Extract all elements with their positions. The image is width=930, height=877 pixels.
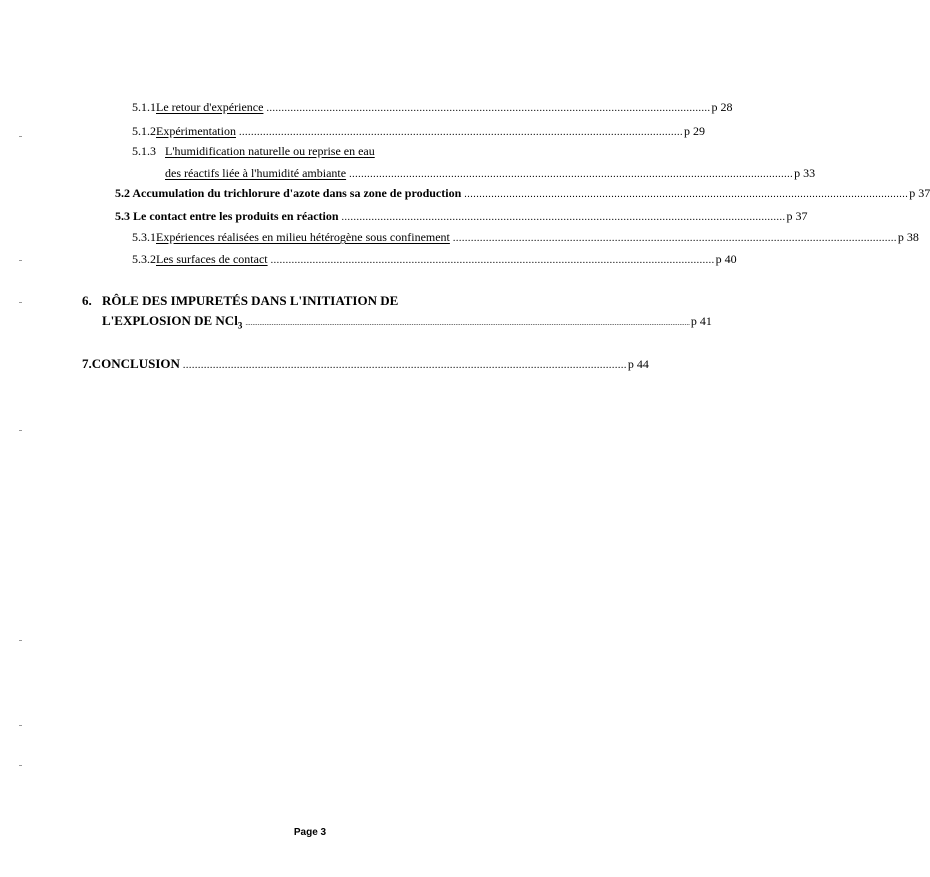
toc-label[interactable]: des réactifs liée à l'humidité ambiante <box>165 166 347 180</box>
margin-mark <box>19 725 22 726</box>
toc-page: p 40 <box>715 252 737 266</box>
toc-page: p 33 <box>794 166 816 180</box>
toc-leader: .................................................................................................................................................... <box>238 127 683 138</box>
toc-entry-continuation[interactable] <box>165 166 816 182</box>
toc-entry[interactable] <box>102 313 712 333</box>
toc-entry[interactable] <box>132 124 705 140</box>
toc-entry[interactable] <box>132 252 737 268</box>
toc-label[interactable]: Le retour d'expérience <box>156 100 264 114</box>
toc-entry[interactable] <box>132 100 733 116</box>
margin-mark <box>19 430 22 431</box>
section-title: CONCLUSION <box>91 356 180 371</box>
toc-entry[interactable] <box>115 209 808 225</box>
toc-page: p 37 <box>786 209 808 223</box>
toc-page: p 41 <box>690 314 712 328</box>
toc-leader: .................................................................................................................................................... <box>270 255 715 266</box>
section-6-heading[interactable] <box>82 293 398 308</box>
toc-label[interactable]: 5.3 Le contact entre les produits en réaction <box>115 209 339 223</box>
section-number: 6. <box>82 293 92 308</box>
toc-page: p 38 <box>897 230 919 244</box>
toc-entry[interactable] <box>132 144 518 158</box>
toc-label[interactable]: Les surfaces de contact <box>156 252 268 266</box>
toc-number: 5.3.1 <box>132 230 156 244</box>
toc-leader: .................................................................................................................................................... <box>266 103 711 114</box>
toc-leader: .................................................................................................................................................... <box>349 169 794 180</box>
margin-mark <box>19 640 22 641</box>
section-title-line1: RÔLE DES IMPURETÉS DANS L'INITIATION DE <box>102 293 399 308</box>
toc-leader: .................................................................................................................................................... <box>452 233 897 244</box>
toc-entry[interactable] <box>132 230 919 246</box>
toc-leader: .................................................................................................................................................... <box>182 360 627 371</box>
toc-number: 5.1.3 <box>132 144 156 158</box>
toc-label[interactable]: Expérimentation <box>156 124 236 138</box>
margin-mark <box>19 136 22 137</box>
margin-mark <box>19 302 22 303</box>
toc-leader: .............................................................................................................................................................................................................................................................. <box>245 319 690 327</box>
margin-mark <box>19 765 22 766</box>
toc-page: p 44 <box>627 357 649 371</box>
toc-leader: .................................................................................................................................................... <box>464 189 909 200</box>
toc-entry[interactable] <box>115 186 930 202</box>
section-number: 7. <box>82 356 92 371</box>
toc-number: 5.1.2 <box>132 124 156 138</box>
toc-page: p 28 <box>711 100 733 114</box>
toc-label[interactable]: L'humidification naturelle ou reprise en eau <box>165 144 375 158</box>
toc-number: 5.3.2 <box>132 252 156 266</box>
toc-entry[interactable] <box>82 356 649 373</box>
section-title-line2: L'EXPLOSION DE NCl$_3$ <box>102 313 243 331</box>
page-number: Page 3 <box>293 827 327 838</box>
toc-page: p 29 <box>683 124 705 138</box>
toc-number: 5.1.1 <box>132 100 156 114</box>
toc-page: p 37 <box>909 186 930 200</box>
toc-label[interactable]: Expériences réalisées en milieu hétérogène sous confinement <box>156 230 450 244</box>
margin-mark <box>19 260 22 261</box>
toc-label[interactable]: 5.2 Accumulation du trichlorure d'azote dans sa zone de production <box>115 186 462 200</box>
toc-leader: .................................................................................................................................................... <box>341 212 786 223</box>
